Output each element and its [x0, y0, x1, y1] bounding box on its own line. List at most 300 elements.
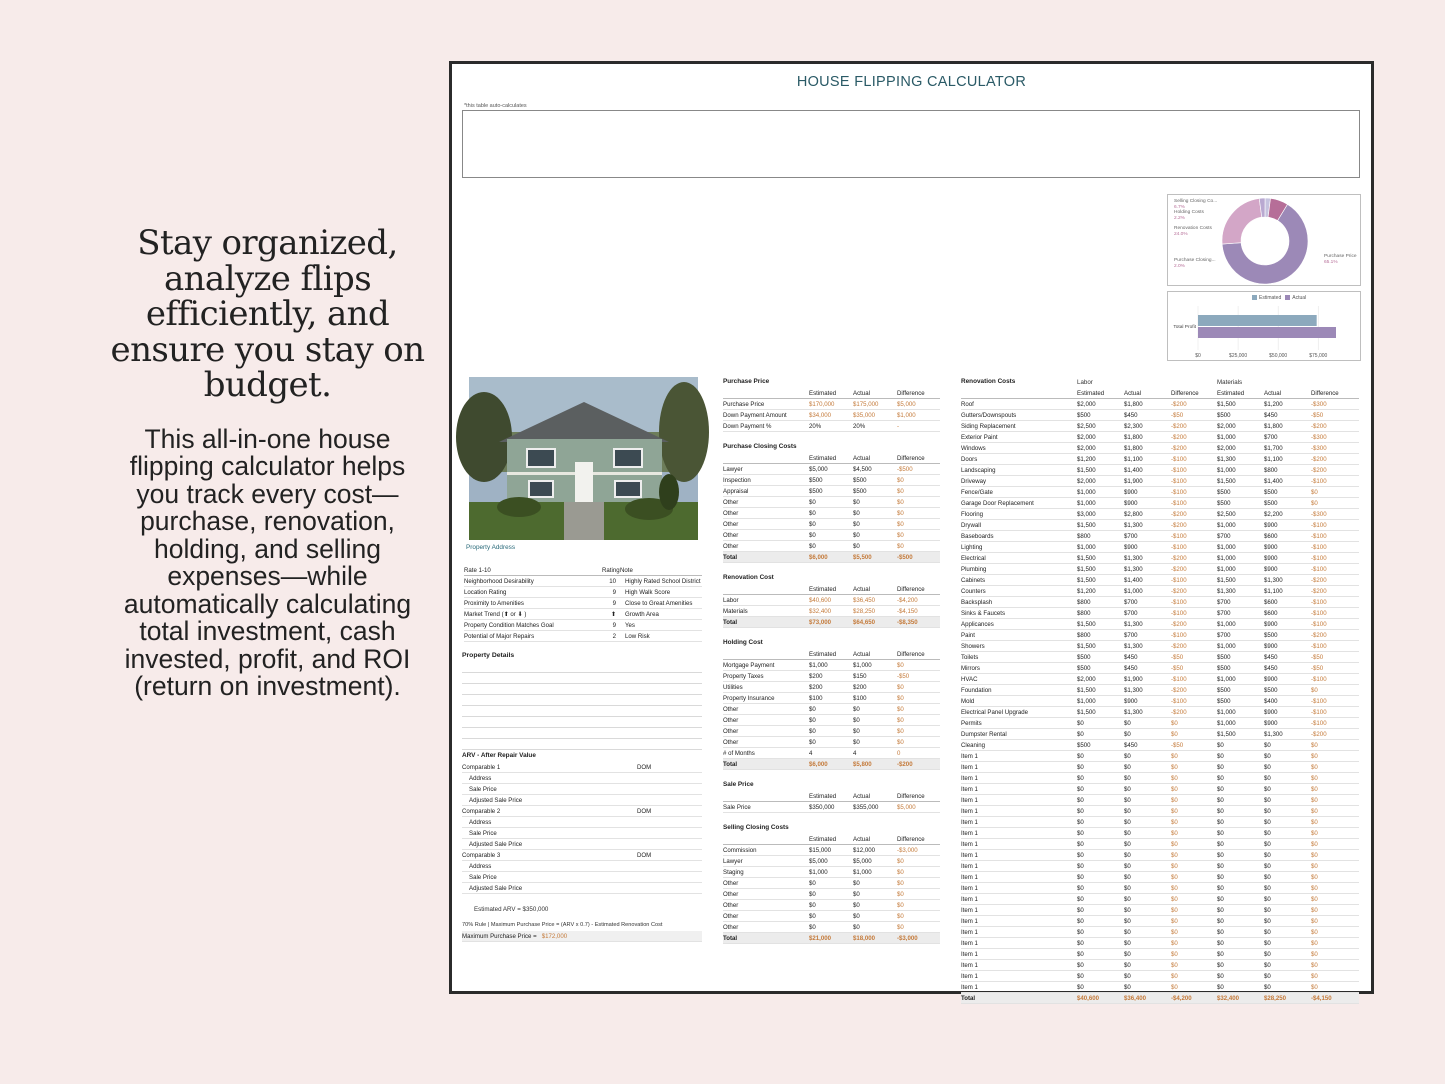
table-cell[interactable]: $0	[1124, 873, 1131, 881]
table-cell[interactable]: $0	[1311, 499, 1318, 507]
table-cell[interactable]: -$50	[897, 672, 910, 680]
table-cell[interactable]: $500	[853, 487, 867, 495]
table-cell[interactable]: $1,000	[809, 661, 828, 669]
table-cell[interactable]: $0	[1077, 873, 1084, 881]
table-cell[interactable]: $1,500	[1077, 620, 1096, 628]
table-cell[interactable]: $1,800	[1124, 433, 1143, 441]
table-cell[interactable]: $0	[1264, 884, 1271, 892]
table-cell[interactable]: Estimated	[809, 585, 837, 593]
table-cell[interactable]: -$100	[1171, 455, 1187, 463]
table-cell[interactable]: $0	[1171, 763, 1178, 771]
table-cell[interactable]: $0	[1124, 961, 1131, 969]
table-cell[interactable]: $0	[1124, 763, 1131, 771]
table-cell[interactable]: $0	[1077, 851, 1084, 859]
table-cell[interactable]: $0	[1077, 774, 1084, 782]
table-cell[interactable]: $0	[1124, 796, 1131, 804]
table-cell[interactable]: -$300	[1311, 444, 1327, 452]
table-cell[interactable]: $5,000	[853, 857, 872, 865]
table-cell[interactable]: -$100	[1311, 697, 1327, 705]
table-cell[interactable]: $0	[1217, 796, 1224, 804]
table-cell[interactable]: $0	[853, 901, 860, 909]
table-cell[interactable]: $5,000	[809, 465, 828, 473]
table-cell[interactable]: $0	[1311, 873, 1318, 881]
table-cell[interactable]: $450	[1264, 411, 1278, 419]
table-cell[interactable]: $0	[1217, 829, 1224, 837]
table-cell[interactable]: $0	[1171, 884, 1178, 892]
table-cell[interactable]: $0	[1311, 488, 1318, 496]
table-cell[interactable]: $0	[1171, 862, 1178, 870]
table-cell[interactable]: $0	[809, 498, 816, 506]
table-cell[interactable]: -$50	[1311, 411, 1324, 419]
table-cell[interactable]: $0	[897, 520, 904, 528]
table-cell[interactable]: $40,600	[809, 596, 832, 604]
table-cell[interactable]: -$50	[1171, 653, 1184, 661]
table-cell[interactable]: Estimated	[809, 454, 837, 462]
table-cell[interactable]: $0	[1124, 752, 1131, 760]
table-cell[interactable]: $500	[1077, 741, 1091, 749]
table-cell[interactable]: $0	[853, 509, 860, 517]
table-cell[interactable]: $1,300	[1217, 587, 1236, 595]
table-cell[interactable]: $700	[1124, 631, 1138, 639]
table-cell[interactable]: -$200	[1171, 642, 1187, 650]
table-cell[interactable]: $0	[853, 498, 860, 506]
table-cell[interactable]: -$300	[1311, 510, 1327, 518]
table-cell[interactable]: $0	[1124, 950, 1131, 958]
table-cell[interactable]: $0	[1217, 785, 1224, 793]
table-cell[interactable]: $0	[1124, 818, 1131, 826]
table-cell[interactable]: -$100	[1311, 598, 1327, 606]
table-cell[interactable]: $0	[897, 509, 904, 517]
table-cell[interactable]: $0	[1217, 895, 1224, 903]
table-cell[interactable]: $100	[853, 694, 867, 702]
table-cell[interactable]: $0	[1077, 928, 1084, 936]
table-cell[interactable]: $0	[1171, 785, 1178, 793]
table-cell[interactable]: $0	[1264, 851, 1271, 859]
table-cell[interactable]: $1,000	[1217, 719, 1236, 727]
table-cell[interactable]: $1,900	[1124, 477, 1143, 485]
table-cell[interactable]: -$300	[1311, 400, 1327, 408]
table-cell[interactable]: $6,000	[809, 760, 828, 768]
table-cell[interactable]: 2	[612, 632, 616, 640]
table-cell[interactable]: $500	[1217, 488, 1231, 496]
table-cell[interactable]: $0	[1124, 983, 1131, 991]
table-cell[interactable]: $800	[1077, 598, 1091, 606]
table-cell[interactable]: $0	[1077, 719, 1084, 727]
table-cell[interactable]: $1,000	[1217, 554, 1236, 562]
table-cell[interactable]: $0	[1124, 917, 1131, 925]
table-cell[interactable]: $0	[1264, 818, 1271, 826]
table-cell[interactable]: $0	[1171, 873, 1178, 881]
table-cell[interactable]: $0	[1311, 851, 1318, 859]
table-cell[interactable]: -$100	[1171, 675, 1187, 683]
table-cell[interactable]: -$100	[1171, 488, 1187, 496]
table-cell[interactable]: $500	[1077, 664, 1091, 672]
table-cell[interactable]: Actual	[853, 454, 870, 462]
table-cell[interactable]: $900	[1264, 554, 1278, 562]
table-cell[interactable]: $34,000	[809, 411, 832, 419]
table-cell[interactable]: $1,500	[1217, 400, 1236, 408]
table-cell[interactable]: $0	[1217, 939, 1224, 947]
table-cell[interactable]: $0	[1311, 939, 1318, 947]
table-cell[interactable]: -$100	[1171, 609, 1187, 617]
table-cell[interactable]: $5,500	[853, 553, 872, 561]
table-cell[interactable]: $2,000	[1077, 444, 1096, 452]
table-cell[interactable]: -$300	[1311, 433, 1327, 441]
table-cell[interactable]: $0	[1264, 752, 1271, 760]
table-cell[interactable]: $1,300	[1264, 730, 1283, 738]
table-cell[interactable]: $1,000	[1217, 466, 1236, 474]
table-cell[interactable]: $450	[1124, 664, 1138, 672]
table-cell[interactable]: $0	[897, 868, 904, 876]
table-cell[interactable]: $2,000	[1077, 675, 1096, 683]
table-cell[interactable]: $35,000	[853, 411, 876, 419]
table-cell[interactable]: -$200	[1171, 510, 1187, 518]
table-cell[interactable]: $0	[853, 738, 860, 746]
table-cell[interactable]: $0	[1077, 950, 1084, 958]
table-cell[interactable]: $0	[1217, 840, 1224, 848]
table-cell[interactable]: $0	[1171, 752, 1178, 760]
table-cell[interactable]: $500	[1264, 686, 1278, 694]
table-cell[interactable]: $0	[1311, 763, 1318, 771]
table-cell[interactable]: $0	[809, 879, 816, 887]
table-cell[interactable]: -$100	[1311, 477, 1327, 485]
table-cell[interactable]: $1,700	[1264, 444, 1283, 452]
table-cell[interactable]: $0	[1311, 917, 1318, 925]
table-cell[interactable]: -$4,200	[897, 596, 918, 604]
table-cell[interactable]: $700	[1217, 532, 1231, 540]
table-cell[interactable]: $0	[1311, 928, 1318, 936]
table-cell[interactable]: $0	[1311, 862, 1318, 870]
table-cell[interactable]: $900	[1264, 642, 1278, 650]
table-cell[interactable]: $0	[1124, 884, 1131, 892]
table-cell[interactable]: $0	[853, 531, 860, 539]
table-cell[interactable]: $0	[1264, 807, 1271, 815]
table-cell[interactable]: $0	[1171, 774, 1178, 782]
table-cell[interactable]: $355,000	[853, 803, 879, 811]
table-cell[interactable]: $1,400	[1124, 466, 1143, 474]
table-cell[interactable]: $0	[1124, 895, 1131, 903]
table-cell[interactable]: -$200	[1311, 455, 1327, 463]
table-cell[interactable]: -$100	[1311, 554, 1327, 562]
table-cell[interactable]: $500	[1217, 664, 1231, 672]
table-cell[interactable]: $0	[853, 879, 860, 887]
table-cell[interactable]: DOM	[637, 807, 652, 815]
table-cell[interactable]: -$200	[1311, 730, 1327, 738]
table-cell[interactable]: $0	[1264, 741, 1271, 749]
table-cell[interactable]: -$50	[1311, 664, 1324, 672]
table-cell[interactable]: $200	[809, 683, 823, 691]
table-cell[interactable]: $450	[1124, 653, 1138, 661]
table-cell[interactable]: Estimated	[809, 650, 837, 658]
table-cell[interactable]: $450	[1124, 741, 1138, 749]
table-cell[interactable]: $0	[1077, 752, 1084, 760]
table-cell[interactable]: $0	[1171, 939, 1178, 947]
table-cell[interactable]: 20%	[809, 422, 822, 430]
table-cell[interactable]: $500	[1264, 488, 1278, 496]
table-cell[interactable]: -$100	[1171, 631, 1187, 639]
table-cell[interactable]: 9	[612, 599, 616, 607]
table-cell[interactable]: -$100	[1311, 675, 1327, 683]
table-cell[interactable]: $1,500	[1077, 565, 1096, 573]
table-cell[interactable]: -$8,350	[897, 618, 918, 626]
table-cell[interactable]: $350,000	[809, 803, 835, 811]
table-cell[interactable]: $0	[1171, 796, 1178, 804]
table-cell[interactable]: $0	[1077, 895, 1084, 903]
table-cell[interactable]: -$200	[1171, 554, 1187, 562]
table-cell[interactable]: $175,000	[853, 400, 879, 408]
table-cell[interactable]: ⬆	[610, 610, 616, 618]
table-cell[interactable]: $0	[1217, 763, 1224, 771]
table-cell[interactable]: $700	[1217, 631, 1231, 639]
table-cell[interactable]: $500	[1264, 499, 1278, 507]
table-cell[interactable]: $700	[1264, 433, 1278, 441]
table-cell[interactable]: $1,500	[1077, 554, 1096, 562]
table-cell[interactable]: $0	[853, 542, 860, 550]
table-cell[interactable]: $0	[1264, 928, 1271, 936]
table-cell[interactable]: $1,300	[1124, 521, 1143, 529]
table-cell[interactable]: DOM	[637, 851, 652, 859]
table-cell[interactable]: $0	[1077, 818, 1084, 826]
max-purchase-value[interactable]: $172,000	[541, 932, 568, 940]
table-cell[interactable]: Actual	[853, 650, 870, 658]
table-cell[interactable]: $900	[1264, 565, 1278, 573]
table-cell[interactable]: $0	[1311, 796, 1318, 804]
table-cell[interactable]: $0	[897, 705, 904, 713]
table-cell[interactable]: $500	[1077, 411, 1091, 419]
table-cell[interactable]: $500	[853, 476, 867, 484]
table-cell[interactable]: $1,000	[897, 411, 916, 419]
table-cell[interactable]: $2,000	[1077, 400, 1096, 408]
table-cell[interactable]: -$100	[1171, 532, 1187, 540]
table-cell[interactable]: -$200	[1171, 686, 1187, 694]
table-cell[interactable]: $0	[1171, 895, 1178, 903]
table-cell[interactable]: $36,400	[1124, 994, 1147, 1002]
table-cell[interactable]: $0	[809, 509, 816, 517]
table-cell[interactable]: $0	[853, 727, 860, 735]
table-cell[interactable]: $0	[1077, 862, 1084, 870]
table-cell[interactable]: $800	[1264, 466, 1278, 474]
table-cell[interactable]: -$3,000	[897, 934, 918, 942]
table-cell[interactable]: $1,400	[1124, 576, 1143, 584]
table-cell[interactable]: $1,300	[1217, 455, 1236, 463]
table-cell[interactable]: Actual	[1264, 389, 1281, 397]
table-cell[interactable]: $1,000	[1217, 521, 1236, 529]
table-cell[interactable]: $0	[1124, 774, 1131, 782]
table-cell[interactable]: Estimated	[1217, 389, 1245, 397]
table-cell[interactable]: $700	[1124, 609, 1138, 617]
table-cell[interactable]: $1,000	[1217, 708, 1236, 716]
table-cell[interactable]: $450	[1264, 664, 1278, 672]
table-cell[interactable]: $0	[1124, 939, 1131, 947]
table-cell[interactable]: $0	[809, 705, 816, 713]
table-cell[interactable]: $0	[1171, 840, 1178, 848]
table-cell[interactable]: Actual	[853, 792, 870, 800]
table-cell[interactable]: $1,000	[1124, 587, 1143, 595]
table-cell[interactable]: $0	[1217, 983, 1224, 991]
table-cell[interactable]: -$200	[1171, 620, 1187, 628]
table-cell[interactable]: $450	[1264, 653, 1278, 661]
table-cell[interactable]: $0	[809, 542, 816, 550]
table-cell[interactable]: $1,300	[1124, 565, 1143, 573]
table-cell[interactable]: $1,800	[1124, 444, 1143, 452]
table-cell[interactable]: -$200	[1171, 708, 1187, 716]
table-cell[interactable]: $1,000	[853, 661, 872, 669]
table-cell[interactable]: $0	[897, 694, 904, 702]
table-cell[interactable]: $1,500	[1077, 686, 1096, 694]
table-cell[interactable]: $900	[1124, 499, 1138, 507]
table-cell[interactable]: $1,100	[1264, 587, 1283, 595]
table-cell[interactable]: $0	[1311, 807, 1318, 815]
table-cell[interactable]: -$4,150	[897, 607, 918, 615]
table-cell[interactable]: $28,250	[1264, 994, 1287, 1002]
table-cell[interactable]: Yes	[625, 621, 635, 629]
table-cell[interactable]: $0	[809, 923, 816, 931]
table-cell[interactable]: $0	[1311, 840, 1318, 848]
table-cell[interactable]: $5,000	[809, 857, 828, 865]
table-cell[interactable]: $1,300	[1124, 686, 1143, 694]
table-cell[interactable]: $700	[1217, 609, 1231, 617]
table-cell[interactable]: $2,800	[1124, 510, 1143, 518]
table-cell[interactable]: $2,300	[1124, 422, 1143, 430]
table-cell[interactable]: $500	[1217, 653, 1231, 661]
table-cell[interactable]: Actual	[853, 389, 870, 397]
table-cell[interactable]: $0	[1124, 807, 1131, 815]
table-cell[interactable]: $600	[1264, 598, 1278, 606]
table-cell[interactable]: $1,400	[1264, 477, 1283, 485]
table-cell[interactable]: $0	[1311, 752, 1318, 760]
table-cell[interactable]: $0	[809, 531, 816, 539]
table-cell[interactable]: Estimated	[1077, 389, 1105, 397]
table-cell[interactable]: $0	[1311, 895, 1318, 903]
table-cell[interactable]: $0	[897, 923, 904, 931]
table-cell[interactable]: $1,000	[1217, 565, 1236, 573]
table-cell[interactable]: $0	[1171, 961, 1178, 969]
table-cell[interactable]: $40,600	[1077, 994, 1100, 1002]
table-cell[interactable]: $0	[1171, 917, 1178, 925]
table-cell[interactable]: $0	[1264, 796, 1271, 804]
table-cell[interactable]: $64,650	[853, 618, 876, 626]
table-cell[interactable]: $500	[1217, 411, 1231, 419]
table-cell[interactable]: $0	[1217, 774, 1224, 782]
table-cell[interactable]: $1,000	[1217, 675, 1236, 683]
table-cell[interactable]: $0	[1264, 840, 1271, 848]
table-cell[interactable]: $0	[1171, 950, 1178, 958]
table-cell[interactable]: Difference	[897, 792, 925, 800]
table-cell[interactable]: -$500	[897, 465, 913, 473]
table-cell[interactable]: $32,400	[809, 607, 832, 615]
table-cell[interactable]: $500	[1217, 697, 1231, 705]
table-cell[interactable]: Growth Area	[625, 610, 659, 618]
table-cell[interactable]: $0	[1077, 840, 1084, 848]
table-cell[interactable]: $1,500	[1217, 730, 1236, 738]
table-cell[interactable]: $0	[853, 890, 860, 898]
table-cell[interactable]: $900	[1124, 697, 1138, 705]
table-cell[interactable]: Actual	[853, 835, 870, 843]
table-cell[interactable]: 10	[609, 577, 616, 585]
table-cell[interactable]: $0	[809, 727, 816, 735]
table-cell[interactable]: $0	[897, 476, 904, 484]
table-cell[interactable]: $1,000	[1217, 620, 1236, 628]
table-cell[interactable]: $700	[1217, 598, 1231, 606]
table-cell[interactable]: $600	[1264, 532, 1278, 540]
table-cell[interactable]: $1,900	[1124, 675, 1143, 683]
table-cell[interactable]: $0	[1077, 785, 1084, 793]
table-cell[interactable]: $0	[897, 683, 904, 691]
table-cell[interactable]: $0	[809, 738, 816, 746]
table-cell[interactable]: $500	[1217, 499, 1231, 507]
table-cell[interactable]: $0	[1171, 983, 1178, 991]
table-cell[interactable]: $400	[1264, 697, 1278, 705]
table-cell[interactable]: -$200	[1171, 521, 1187, 529]
table-cell[interactable]: $0	[809, 912, 816, 920]
table-cell[interactable]: $900	[1124, 488, 1138, 496]
table-cell[interactable]: $2,500	[1077, 422, 1096, 430]
table-cell[interactable]: Estimated	[809, 835, 837, 843]
table-cell[interactable]: $0	[1217, 741, 1224, 749]
table-cell[interactable]: $500	[809, 476, 823, 484]
table-cell[interactable]: $2,000	[1077, 477, 1096, 485]
table-cell[interactable]: -$200	[1171, 587, 1187, 595]
table-cell[interactable]: $0	[1171, 829, 1178, 837]
table-cell[interactable]: $0	[1311, 906, 1318, 914]
table-cell[interactable]: $0	[1124, 862, 1131, 870]
table-cell[interactable]: Difference	[897, 389, 925, 397]
table-cell[interactable]: $0	[1077, 917, 1084, 925]
table-cell[interactable]: $21,000	[809, 934, 832, 942]
table-cell[interactable]: $0	[1217, 906, 1224, 914]
table-cell[interactable]: $1,000	[1217, 642, 1236, 650]
table-cell[interactable]: $0	[1264, 873, 1271, 881]
table-cell[interactable]: $0	[1217, 917, 1224, 925]
table-cell[interactable]: $900	[1264, 521, 1278, 529]
table-cell[interactable]: $0	[1171, 851, 1178, 859]
table-cell[interactable]: $0	[1217, 807, 1224, 815]
table-cell[interactable]: $450	[1124, 411, 1138, 419]
table-cell[interactable]: $0	[1264, 763, 1271, 771]
table-cell[interactable]: Close to Great Amenities	[625, 599, 693, 607]
table-cell[interactable]: -$100	[1311, 719, 1327, 727]
table-cell[interactable]: -$100	[1171, 697, 1187, 705]
table-cell[interactable]: $5,000	[897, 400, 916, 408]
table-cell[interactable]: $500	[1264, 631, 1278, 639]
table-cell[interactable]: $0	[1171, 928, 1178, 936]
table-cell[interactable]: $0	[897, 738, 904, 746]
table-cell[interactable]: 4	[809, 749, 813, 757]
table-cell[interactable]: -$100	[1311, 521, 1327, 529]
table-cell[interactable]: $0	[809, 890, 816, 898]
table-cell[interactable]: $12,000	[853, 846, 876, 854]
table-cell[interactable]: $0	[1311, 950, 1318, 958]
table-cell[interactable]: $0	[1077, 983, 1084, 991]
table-cell[interactable]: -$200	[1311, 466, 1327, 474]
table-cell[interactable]: $0	[1311, 983, 1318, 991]
table-cell[interactable]: 20%	[853, 422, 866, 430]
table-cell[interactable]: $1,200	[1077, 455, 1096, 463]
table-cell[interactable]: $5,800	[853, 760, 872, 768]
table-cell[interactable]: $1,000	[1077, 488, 1096, 496]
table-cell[interactable]: $0	[897, 727, 904, 735]
table-cell[interactable]: $2,200	[1264, 510, 1283, 518]
table-cell[interactable]: -$100	[1311, 620, 1327, 628]
table-cell[interactable]: -	[897, 422, 900, 430]
table-cell[interactable]: $0	[1217, 818, 1224, 826]
table-cell[interactable]: -$3,000	[897, 846, 918, 854]
table-cell[interactable]: $900	[1264, 675, 1278, 683]
table-cell[interactable]: $100	[809, 694, 823, 702]
table-cell[interactable]: -$100	[1171, 543, 1187, 551]
table-cell[interactable]: -$100	[1171, 598, 1187, 606]
table-cell[interactable]: $0	[1264, 917, 1271, 925]
